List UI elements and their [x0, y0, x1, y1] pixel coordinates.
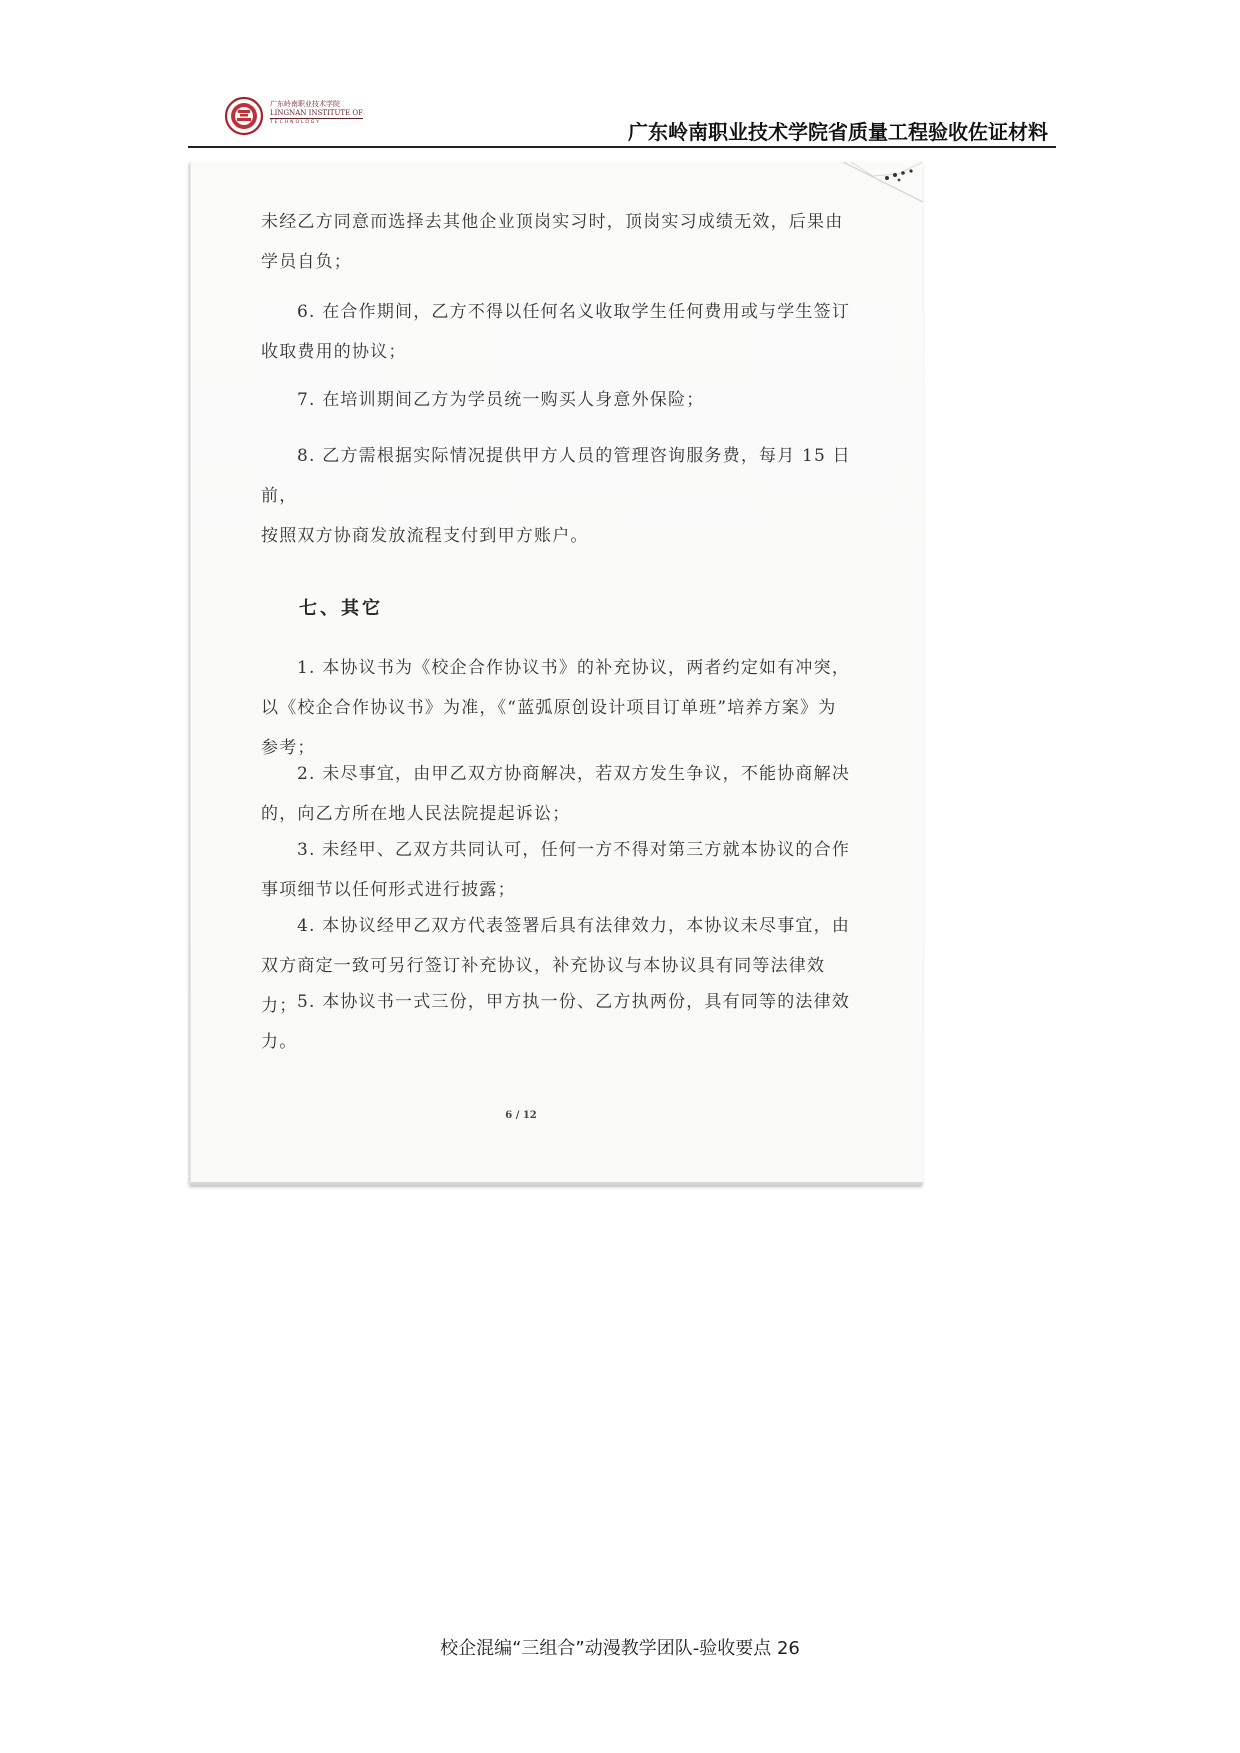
text-line: 3. 未经甲、乙双方共同认可，任何一方不得对第三方就本协议的合作: [297, 840, 851, 860]
text-line: 4. 本协议经甲乙双方代表签署后具有法律效力，本协议未尽事宜，由: [297, 916, 851, 936]
text-line: 事项细节以任何形式进行披露；: [261, 880, 516, 900]
clause-paragraph: [261, 648, 861, 768]
college-seal-icon: [224, 96, 264, 136]
clause-paragraph: [261, 292, 861, 372]
page-header: [188, 86, 1056, 148]
text-line: 收取费用的协议；: [261, 342, 407, 362]
clause-paragraph: [261, 202, 861, 282]
text-line: 以《校企合作协议书》为准，《“蓝弧原创设计项目订单班”培养方案》为: [261, 698, 837, 718]
header-divider: [188, 146, 1056, 148]
clause-paragraph: [261, 754, 861, 834]
text-line: 未经乙方同意而选择去其他企业顶岗实习时，顶岗实习成绩无效，后果由: [261, 212, 844, 232]
college-logo: [224, 96, 374, 140]
logo-text: [270, 100, 363, 127]
text-line: 2. 未尽事宜，由甲乙双方协商解决，若双方发生争议，不能协商解决: [297, 764, 851, 784]
page-footer: 校企混编“三组合”动漫教学团队-验收要点 26: [440, 1638, 800, 1659]
text-line: 7. 在培训期间乙方为学员统一购买人身意外保险；: [297, 390, 705, 410]
text-line: 8. 乙方需根据实际情况提供甲方人员的管理咨询服务费，每月 15 日前，: [261, 446, 851, 506]
clause-paragraph: [261, 380, 861, 420]
clause-paragraph: [261, 982, 861, 1062]
text-line: 的，向乙方所在地人民法院提起诉讼；: [261, 804, 571, 824]
header-title: 广东岭南职业技术学院省质量工程验收佐证材料: [628, 120, 1048, 144]
scanned-page: [190, 162, 923, 1185]
page-number: 6 / 12: [505, 1110, 537, 1121]
logo-en: LINGNAN INSTITUTE OF: [270, 109, 363, 117]
text-line: 力。: [261, 1032, 298, 1052]
clause-paragraph: [261, 830, 861, 910]
text-line: 学员自负；: [261, 252, 352, 272]
section-heading: 七、其它: [299, 598, 383, 619]
logo-en-technology: TECHNOLOGY: [270, 118, 363, 127]
text-line: 5. 本协议书一式三份，甲方执一份、乙方执两份，具有同等的法律效: [297, 992, 851, 1012]
text-line: 6. 在合作期间，乙方不得以任何名义收取学生任何费用或与学生签订: [297, 302, 851, 322]
logo-cn: 广东岭南职业技术学院: [270, 100, 340, 108]
text-line: 1. 本协议书为《校企合作协议书》的补充协议，两者约定如有冲突，: [297, 658, 851, 678]
text-line: 参考；: [261, 738, 316, 758]
text-line: 按照双方协商发放流程支付到甲方账户。: [261, 526, 589, 546]
clause-paragraph: [261, 436, 861, 556]
text-line: 双方商定一致可另行签订补充协议，补充协议与本协议具有同等法律效力；: [261, 956, 826, 1016]
